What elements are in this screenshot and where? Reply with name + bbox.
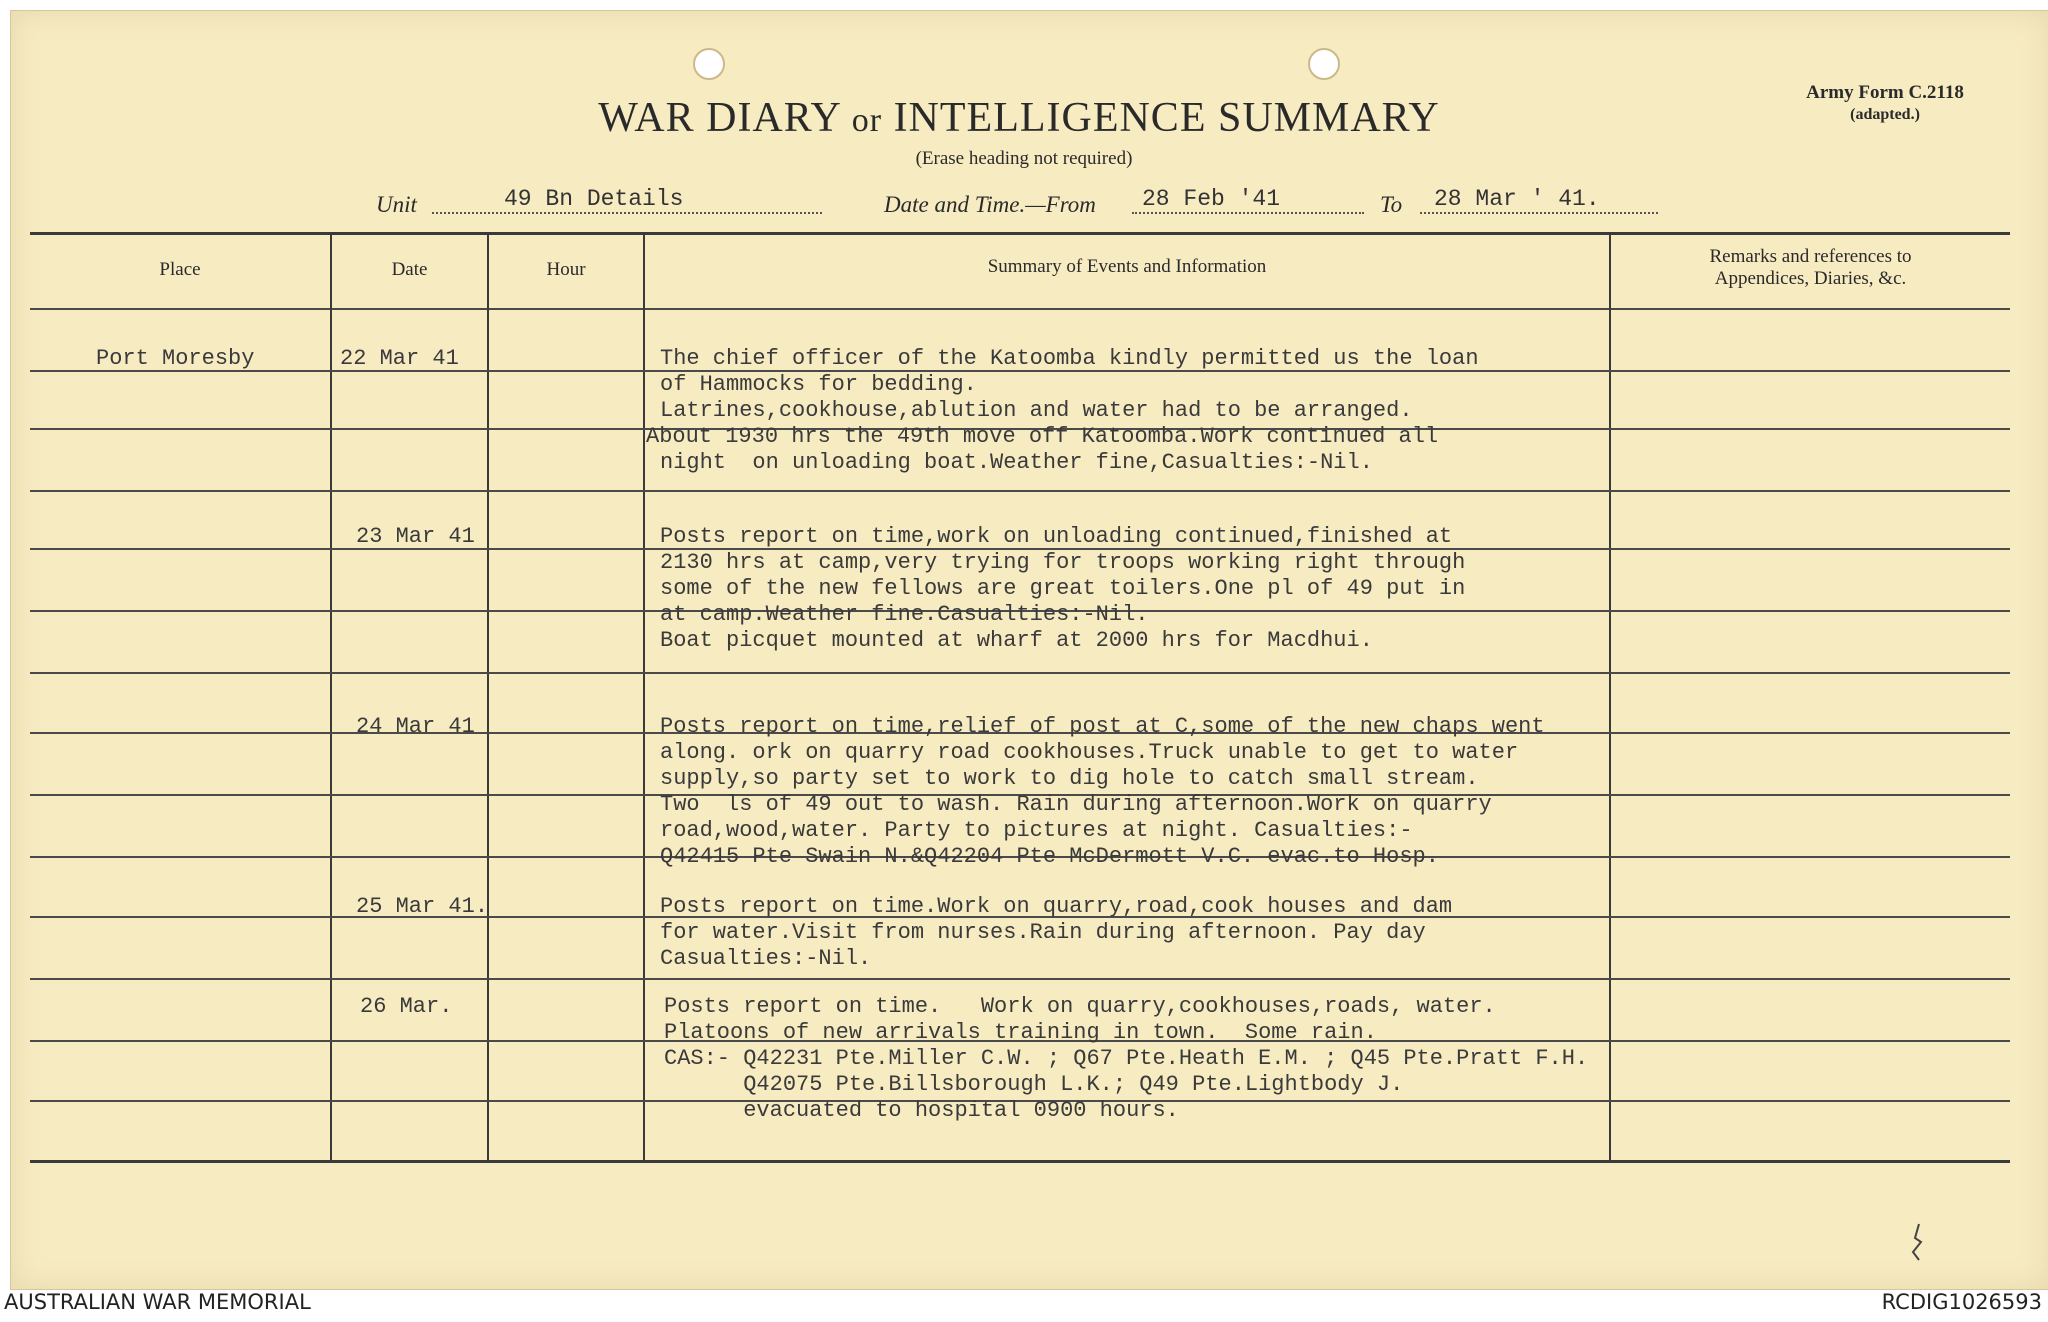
entry-summary [646,346,1680,476]
date-from-label: Date and Time.—From [884,192,1096,217]
summary-line: Q42075 Pte.Billsborough L.K.; Q49 Pte.Lightbody J. [664,1072,1404,1097]
summary-line: Two ls of 49 out to wash. Rain during afternoon.Work on quarry [660,792,1492,817]
date-to-value: 28 Mar ' 41. [1420,186,1658,214]
summary-line: Posts report on time. Work on quarry,cookhouses,roads, water. [664,994,1496,1019]
summary-line: supply,so party set to work to dig hole to catch small stream. [660,766,1479,791]
summary-line: Platoons of new arrivals training in town. Some rain. [664,1020,1377,1045]
entry-summary [660,524,1680,654]
summary-line: Q42415 Pte Swain N.&Q42204 Pte McDermott V.C. evac.to Hosp. [660,844,1439,869]
summary-line: road,wood,water. Party to pictures at night. Casualties:- [660,818,1413,843]
page-title [0,94,2043,142]
entry-summary [664,994,1764,1124]
date-from-value: 28 Feb '41 [1132,186,1364,214]
remarks-header-line2: Appendices, Diaries, &c. [1714,268,1907,289]
summary-line: Posts report on time,relief of post at C,some of the new chaps went [660,714,1545,739]
col-divider-date [487,232,489,1162]
entry-place: Port Moresby [96,346,255,371]
summary-line: for water.Visit from nurses.Rain during afternoon. Pay day [660,920,1426,945]
entry-date: 23 Mar 41 [356,524,475,549]
title-intelligence-summary: INTELLIGENCE SUMMARY [893,95,1440,141]
summary-line: Boat picquet mounted at wharf at 2000 hrs for Macdhui. [660,628,1373,653]
column-header-remarks [1611,246,2010,290]
entry-date: 22 Mar 41 [340,346,459,371]
column-header-date: Date [391,259,428,280]
column-header-hour: Hour [546,259,586,280]
header-bottom-rule [30,308,2010,310]
summary-line: evacuated to hospital 0900 hours. [664,1098,1179,1123]
summary-line: night on unloading boat.Weather fine,Casualties:-Nil. [660,450,1373,475]
summary-line: along. ork on quarry road cookhouses.Truck unable to get to water [660,740,1519,765]
form-number-text: Army Form C.2118 [1806,82,1964,103]
title-war-diary: WAR DIARY [598,95,841,141]
summary-line: Latrines,cookhouse,ablution and water had to be arranged. [660,398,1413,423]
form-number [1760,82,2010,126]
page-subtitle: (Erase heading not required) [915,148,1133,169]
punch-hole-left [693,48,725,80]
footer-record-id: RCDIG1026593 [1881,1290,2042,1314]
summary-line: Posts report on time,work on unloading continued,finished at [660,524,1453,549]
ruled-line [30,490,2010,492]
summary-line: About 1930 hrs the 49th move off Katoomba.Work continued all [646,424,1439,449]
entry-date: 24 Mar 41 [356,714,475,739]
table-bottom-rule [30,1160,2010,1163]
entry-summary [660,894,1680,972]
form-adapted: (adapted.) [1850,106,1920,123]
unit-label: Unit [376,192,417,217]
ruled-line [30,978,2010,980]
title-or: or [851,102,883,139]
summary-line: CAS:- Q42231 Pte.Miller C.W. ; Q67 Pte.Heath E.M. ; Q45 Pte.Pratt F.H. [664,1046,1589,1071]
summary-line: The chief officer of the Katoomba kindly permitted us the loan [660,346,1479,371]
entry-date: 26 Mar. [360,994,453,1019]
summary-line: Posts report on time.Work on quarry,road,cook houses and dam [660,894,1453,919]
pencil-mark-icon [1905,1222,1929,1262]
column-header-place: Place [159,259,201,280]
punch-hole-right [1308,48,1340,80]
unit-value: 49 Bn Details [432,186,822,214]
entry-date: 25 Mar 41. [356,894,489,919]
ruled-line [30,672,2010,674]
col-divider-hour [643,232,645,1162]
column-header-summary: Summary of Events and Information [987,256,1267,277]
footer-archive-name: AUSTRALIAN WAR MEMORIAL [4,1290,311,1314]
summary-line: of Hammocks for bedding. [660,372,977,397]
col-divider-place [330,232,332,1162]
summary-line: Casualties:-Nil. [660,946,872,971]
summary-line: at camp.Weather fine.Casualties:-Nil. [660,602,1149,627]
remarks-header-line1: Remarks and references to [1709,246,1912,267]
summary-line: 2130 hrs at camp,very trying for troops working right through [660,550,1466,575]
entry-summary [660,714,1760,870]
date-to-label: To [1380,192,1403,217]
summary-line: some of the new fellows are great toilers.One pl of 49 put in [660,576,1466,601]
table-top-rule [30,232,2010,235]
